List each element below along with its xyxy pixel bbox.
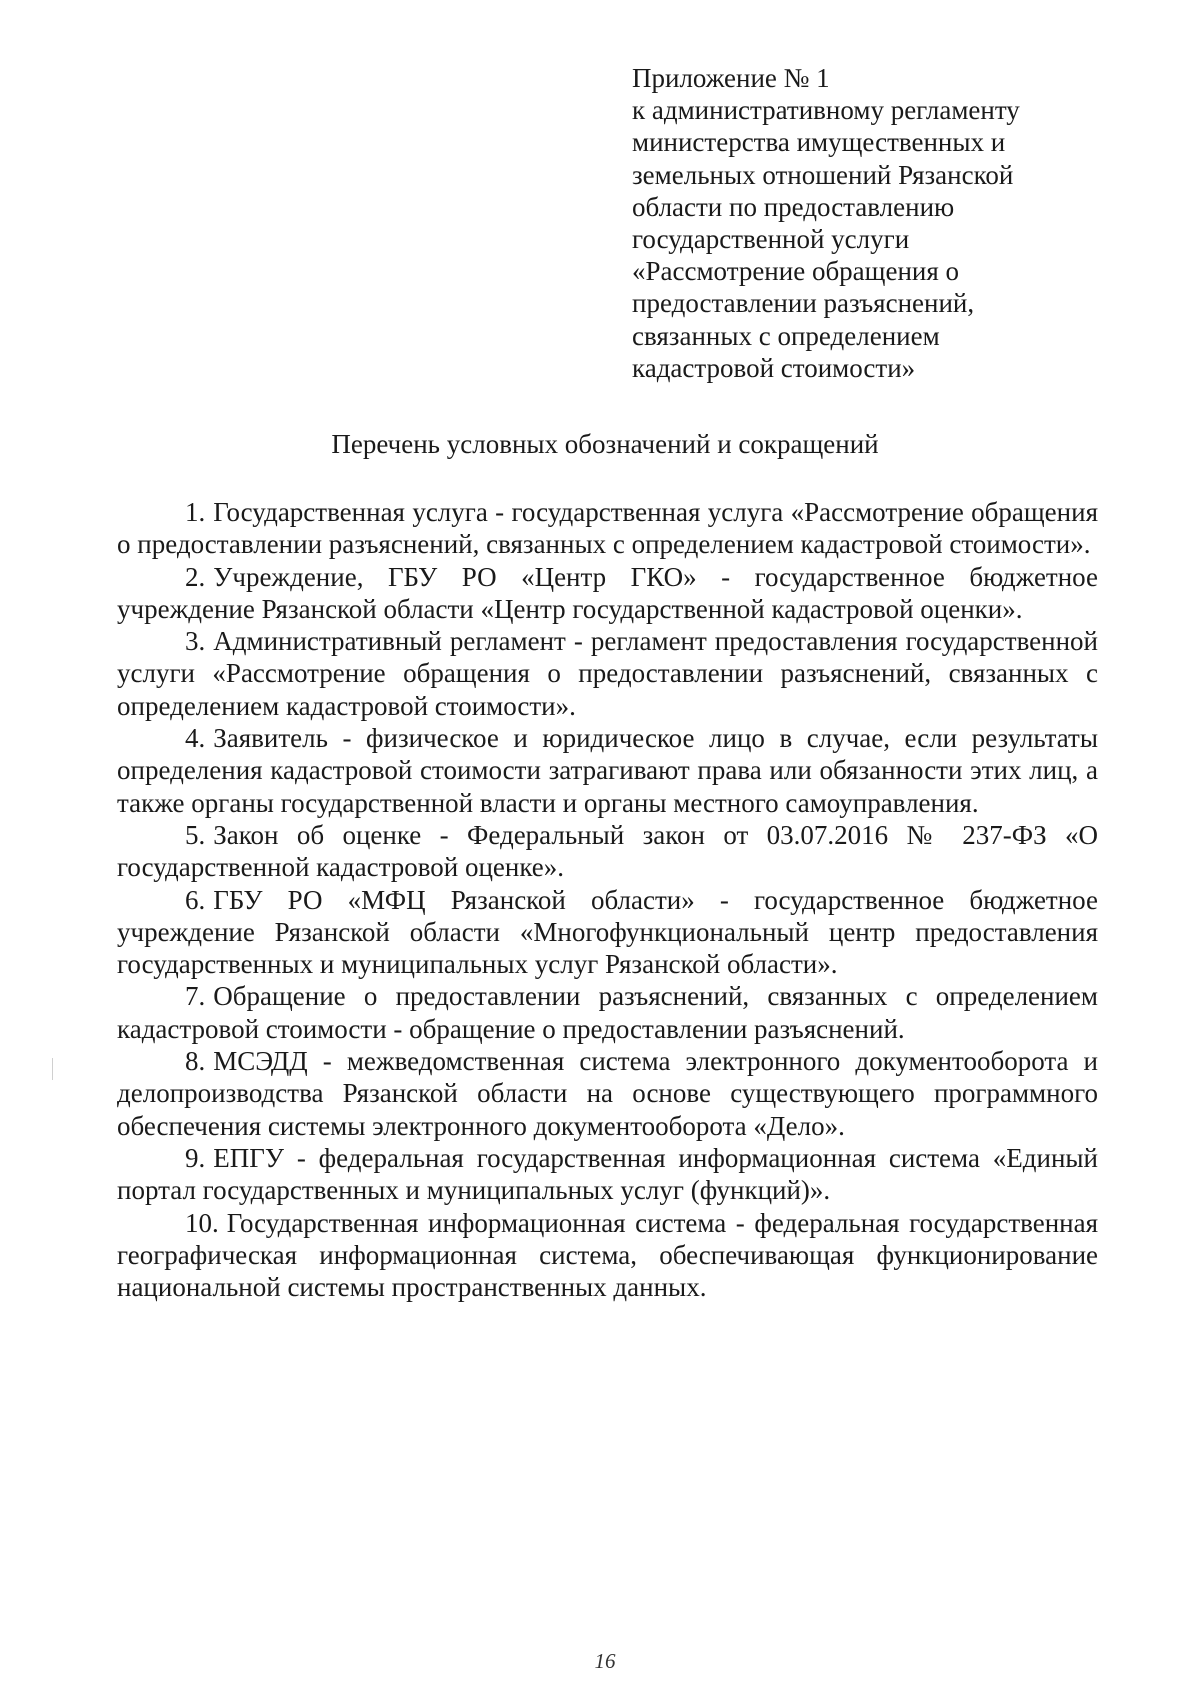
list-item-text: Закон об оценке - Федеральный закон от 03.07.2016 № 237-ФЗ «О государственной кадастровой оценке». — [117, 819, 1098, 883]
list-item-text: ГБУ РО «МФЦ Рязанской области» - государственное бюджетное учреждение Рязанской области «Многофункциональный центр предоставления государственных и муниципальных услуг Рязанской области». — [117, 884, 1098, 980]
list-item-number: 1. — [185, 497, 206, 527]
page-number: 16 — [594, 1649, 616, 1673]
list-item — [117, 980, 1098, 1045]
list-item-text: Государственная информационная система - федеральная государственная географическая информационная система, обеспечивающая функционирование национальной системы пространственных данных. — [117, 1207, 1098, 1303]
list-item — [117, 1045, 1098, 1142]
appendix-header-line: предоставлении разъяснений, — [632, 288, 975, 319]
list-item-text: Заявитель - физическое и юридическое лицо в случае, если результаты определения кадастровой стоимости затрагивают права или обязанности этих лиц, а также органы государственной власти и органы местного самоуправления. — [117, 723, 1098, 818]
list-item-number: 9. — [185, 1142, 206, 1173]
appendix-header-line: области по предоставлению — [632, 191, 955, 222]
list-item-number: 8. — [185, 1046, 206, 1077]
list-item — [117, 625, 1098, 722]
appendix-header — [632, 62, 1102, 384]
list-item-number: 4. — [185, 723, 206, 754]
appendix-header-line: министерства имущественных и — [632, 127, 1006, 158]
list-item-text: ЕПГУ - федеральная государственная информационная система «Единый портал государственных и муниципальных услуг (функций)». — [117, 1142, 1098, 1206]
list-item-text: Государственная услуга - государственная услуга «Рассмотрение обращения о предоставлении разъяснений, связанных с определением кадастровой стоимости». — [117, 497, 1098, 560]
appendix-header-line: к административному регламенту — [632, 95, 1020, 126]
appendix-header-line: государственной услуги — [632, 224, 910, 255]
list-item — [117, 1142, 1098, 1207]
document-title: Перечень условных обозначений и сокращений — [331, 429, 879, 459]
list-item — [117, 819, 1098, 884]
list-item-number: 3. — [185, 626, 206, 657]
list-item-number: 10. — [185, 1207, 219, 1238]
list-item-number: 7. — [185, 981, 206, 1012]
appendix-header-line: кадастровой стоимости» — [632, 352, 916, 383]
list-item — [117, 884, 1098, 981]
list-item-number: 5. — [185, 819, 206, 850]
appendix-header-line: связанных с определением — [632, 320, 940, 351]
list-item — [117, 561, 1098, 626]
list-item — [117, 1207, 1098, 1304]
list-item-text: Обращение о предоставлении разъяснений, связанных с определением кадастровой стоимости - обращение о предоставлении разъяснений. — [117, 981, 1098, 1044]
list-item-text: Административный регламент - регламент предоставления государственной услуги «Рассмотрение обращения о предоставлении разъяснений, связанных с определением кадастровой стоимости». — [117, 626, 1098, 721]
appendix-header-line: «Рассмотрение обращения о — [632, 256, 960, 287]
list-item-number: 2. — [185, 561, 206, 592]
list-item — [117, 496, 1098, 561]
list-item-text: МСЭДД - межведомственная система электронного документооборота и делопроизводства Рязанской области на основе существующего программного обеспечения системы электронного документооборота «Дело». — [117, 1046, 1098, 1141]
abbreviations-list — [117, 496, 1098, 1303]
appendix-header-line: земельных отношений Рязанской — [632, 159, 1014, 190]
list-item — [117, 722, 1098, 819]
list-item-text: Учреждение, ГБУ РО «Центр ГКО» - государственное бюджетное учреждение Рязанской области «Центр государственной кадастровой оценки». — [117, 561, 1098, 624]
scan-artifact — [52, 1058, 53, 1080]
appendix-header-line: Приложение № 1 — [632, 63, 830, 93]
list-item-number: 6. — [185, 884, 206, 915]
